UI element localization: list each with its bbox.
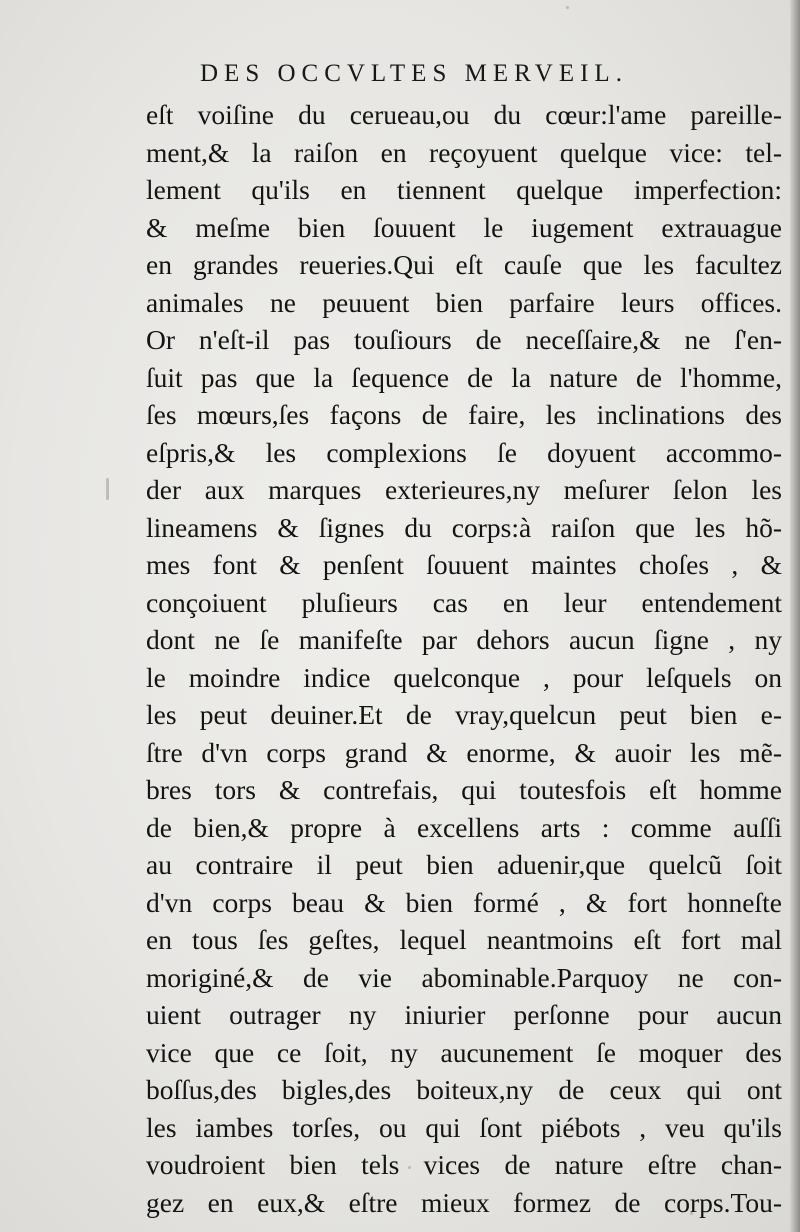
text-line: mes font & penſent ſouuent maintes choſes , &	[146, 549, 782, 580]
text-line: Or n'eſt-il pas touſiours de neceſſaire,& ne ſ'en-	[146, 324, 782, 355]
text-line: les iambes torſes, ou qui ſont piébots , veu qu'ils	[146, 1111, 782, 1143]
text-line: gez en eux,& eſtre mieux formez de corps.Tou-	[146, 1186, 782, 1218]
text-line: bres tors & contrefais, qui toutesfois eſt homme	[146, 774, 782, 805]
page-edge-shadow	[790, 0, 800, 1232]
text-line: eſt voiſine du cerueau,ou du cœur:l'ame pareille-	[146, 99, 782, 130]
text-line: animales ne peuuent bien parfaire leurs offices.	[146, 286, 782, 318]
text-line: der aux marques exterieures,ny meſurer ſelon les	[146, 474, 782, 505]
text-line: ment,& la raiſon en reçoyuent quelque vice: tel-	[146, 136, 782, 168]
text-line: ſtre d'vn corps grand & enorme, & auoir les mẽ-	[146, 736, 782, 768]
body-text	[146, 96, 782, 1221]
running-header: DES OCCVLTES MERVEIL.	[200, 60, 628, 87]
text-line: conçoiuent pluſieurs cas en leur entendement	[146, 586, 782, 618]
text-line: boſſus,des bigles,des boiteux,ny de ceux qui ont	[146, 1074, 782, 1105]
text-line: & meſme bien ſouuent le iugement extrauague	[146, 211, 782, 243]
text-line: en tous ſes geſtes, lequel neantmoins eſt fort mal	[146, 924, 782, 955]
text-line: lement qu'ils en tiennent quelque imperfection:	[146, 174, 782, 205]
text-line: dont ne ſe manifeſte par dehors aucun ſigne , ny	[146, 624, 782, 655]
text-line: lineamens & ſignes du corps:à raiſon que les hõ-	[146, 511, 782, 543]
text-line: uient outrager ny iniurier perſonne pour aucun	[146, 999, 782, 1030]
text-line: voudroient bien tels vices de nature eſtre chan-	[146, 1149, 782, 1180]
text-line: vice que ce ſoit, ny aucunement ſe moquer des	[146, 1036, 782, 1068]
text-line: ſes mœurs,ſes façons de faire, les inclinations des	[146, 399, 782, 430]
paper-speck	[566, 6, 569, 9]
text-line: eſpris,& les complexions ſe doyuent accommo-	[146, 436, 782, 468]
paper-speck	[106, 478, 109, 500]
text-line: de bien,& propre à excellens arts : comme auſſi	[146, 811, 782, 843]
text-line: en grandes reueries.Qui eſt cauſe que les facultez	[146, 249, 782, 280]
text-line: les peut deuiner.Et de vray,quelcun peut bien e-	[146, 699, 782, 730]
text-line: ſuit pas que la ſequence de la nature de l'homme,	[146, 361, 782, 393]
text-line: d'vn corps beau & bien formé , & fort honneſte	[146, 886, 782, 918]
text-line: au contraire il peut bien aduenir,que quelcũ ſoit	[146, 849, 782, 880]
text-line: moriginé,& de vie abominable.Parquoy ne con-	[146, 961, 782, 993]
text-line: le moindre indice quelconque , pour leſquels on	[146, 661, 782, 693]
